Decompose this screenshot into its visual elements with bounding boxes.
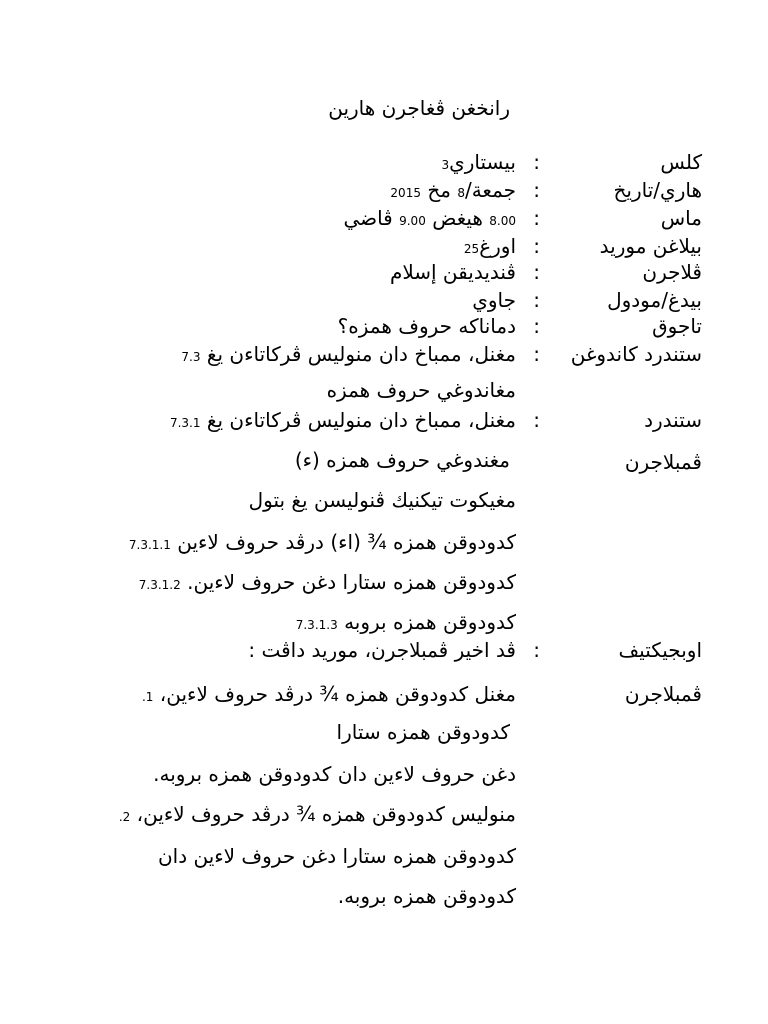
field-colon: : bbox=[533, 178, 540, 202]
field-colon: : bbox=[533, 260, 540, 284]
learning2-item-2-line-2: كدودوقن همزه ستارا دغن حروف لاءين دان bbox=[157, 844, 516, 868]
learning-line-5: كدودوقن همزه بروبه 7.3.1.3 bbox=[295, 610, 516, 634]
field-label-standard: ستندرد bbox=[644, 408, 702, 432]
field-value-class: بيستاري3 bbox=[441, 150, 516, 174]
field-value-student-count: اورغ25 bbox=[463, 234, 516, 258]
learning2-item-1-line-2: كدودوقن همزه ستارا bbox=[336, 720, 510, 744]
field-colon: : bbox=[533, 150, 540, 174]
field-colon: : bbox=[533, 314, 540, 338]
field-value-subject: ڤنديديقن إسلام bbox=[389, 260, 516, 284]
learning-line-1: مغندوغي حروف همزه (ء) bbox=[294, 448, 510, 472]
learning-line-2: مغيكوت تيكنيك ڤنوليسن يغ بتول bbox=[248, 488, 516, 512]
field-colon: : bbox=[533, 206, 540, 230]
document-title: رانخغن ڤغاجرن هارين bbox=[328, 96, 510, 120]
field-colon: : bbox=[533, 234, 540, 258]
field-colon: : bbox=[533, 288, 540, 312]
field-value-standard: مغنل، ممباخ دان منوليس ڤركاتاءن يغ 7.3.1 bbox=[169, 408, 516, 432]
learning2-item-2-line-3: كدودوقن همزه بروبه. bbox=[337, 884, 516, 908]
objective-value: ڤد اخير ڤمبلاجرن، موريد داڤت : bbox=[248, 638, 516, 662]
field-label-time: ماس bbox=[660, 206, 702, 230]
field-label-day-date: هاري/تاريخ bbox=[613, 178, 702, 202]
field-value-time: 8.00 هيغض 9.00 ڤاضي bbox=[343, 206, 516, 230]
field-colon: : bbox=[533, 408, 540, 432]
learning-label: ڤمبلاجرن bbox=[624, 450, 702, 474]
field-value-day-date: جمعة/8 مخ 2015 bbox=[390, 178, 516, 202]
learning2-label: ڤمبلاجرن bbox=[624, 682, 702, 706]
field-label-subject: ڤلاجرن bbox=[642, 260, 702, 284]
field-value-topic: دماناكه حروف همزه؟ bbox=[337, 314, 516, 338]
learning-line-3: كدودوقن همزه ¾ (اء) درڤد حروف لاءين 7.3.1.1 bbox=[128, 530, 516, 554]
field-label-content-standard: ستندرد كاندوغن bbox=[570, 342, 702, 366]
field-value-content-standard-cont: مغاندوغي حروف همزه bbox=[326, 378, 516, 402]
learning-line-4: كدودوقن همزه ستارا دغن حروف لاءين. 7.3.1.2 bbox=[138, 570, 516, 594]
learning2-item-1-line-1: مغنل كدودوقن همزه ¾ درڤد حروف لاءين، 1. bbox=[141, 682, 516, 706]
field-colon: : bbox=[533, 638, 540, 662]
field-label-topic: تاجوق bbox=[652, 314, 702, 338]
field-label-module: بيدغ/مودول bbox=[607, 288, 702, 312]
learning2-item-1-line-3: دغن حروف لاءين دان كدودوقن همزه بروبه. bbox=[153, 762, 516, 786]
field-label-student-count: بيلاغن موريد bbox=[599, 234, 702, 258]
field-label-class: كلس bbox=[660, 150, 702, 174]
field-value-module: جاوي bbox=[472, 288, 516, 312]
learning2-item-2-line-1: منوليس كدودوقن همزه ¾ درڤد حروف لاءين، 2. bbox=[118, 802, 516, 826]
field-value-content-standard: مغنل، ممباخ دان منوليس ڤركاتاءن يغ 7.3 bbox=[181, 342, 516, 366]
field-colon: : bbox=[533, 342, 540, 366]
objective-label: اوبجيكتيف bbox=[618, 638, 702, 662]
